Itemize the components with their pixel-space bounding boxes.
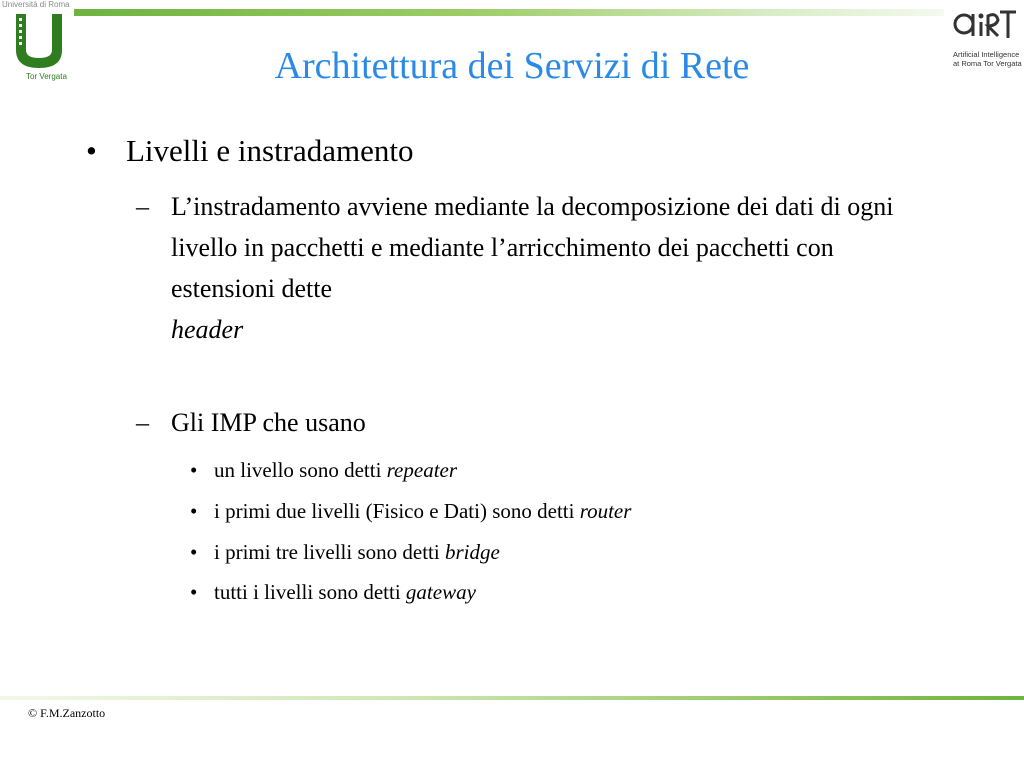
dash-item-1-italic: header: [171, 315, 244, 344]
sub-bullet-dot: •: [190, 540, 198, 564]
dash-item-1-body: L’instradamento avviene mediante la decomposizione dei dati di ogni livello in pacchetti e mediante l’arricchimento dei pacchetti con estensioni dette: [171, 192, 894, 303]
bullet-dot: •: [86, 133, 97, 168]
slide-title: Architettura dei Servizi di Rete: [274, 45, 750, 87]
header-gradient-bar: [74, 9, 944, 16]
university-subtitle: Tor Vergata: [26, 72, 67, 81]
airt-glyph-icon: [950, 4, 1020, 48]
university-name: Università di Roma: [2, 0, 70, 9]
sub-bullet-dot: •: [190, 580, 198, 604]
airt-caption-line2: at Roma Tor Vergata: [953, 59, 1022, 68]
sub-bullet-dot: •: [190, 499, 198, 523]
sub-bullet-italic: gateway: [405, 580, 476, 604]
sub-bullet-text: i primi tre livelli sono detti bridge: [214, 540, 500, 564]
sub-bullet-text: i primi due livelli (Fisico e Dati) sono detti router: [214, 499, 632, 523]
airt-caption-line1: Artificial Intelligence: [953, 50, 1020, 59]
bullet-level1-text: Livelli e instradamento: [126, 133, 414, 168]
sub-bullet-italic: repeater: [386, 458, 458, 482]
sub-bullet-text: un livello sono detti repeater: [214, 458, 458, 482]
dash-mark: –: [136, 192, 149, 221]
dash-item-2-text: Gli IMP che usano: [171, 408, 366, 437]
footer-gradient-bar: [0, 696, 1024, 700]
sub-bullet-italic: router: [579, 499, 632, 523]
sub-bullet-italic: bridge: [444, 540, 500, 564]
sub-bullet-text: tutti i livelli sono detti gateway: [214, 580, 476, 604]
sub-bullet-dot: •: [190, 458, 198, 482]
dash-mark: –: [136, 408, 149, 437]
footer-copyright: © F.M.Zanzotto: [28, 706, 106, 720]
dash-item-1-text: [171, 186, 926, 350]
